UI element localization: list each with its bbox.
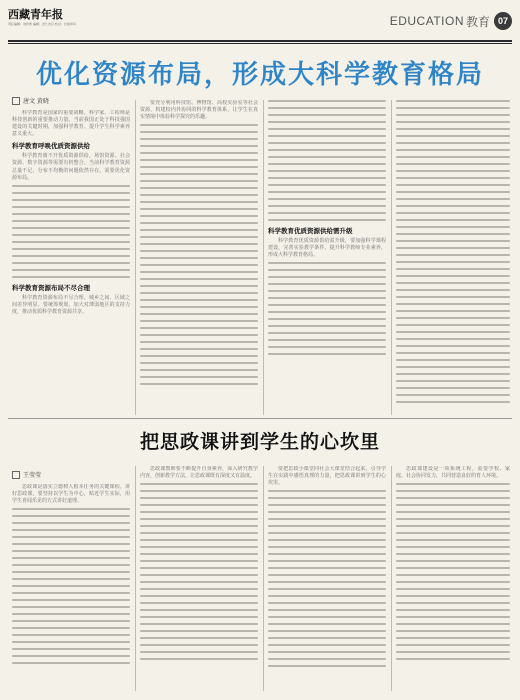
issue-info: 责任编辑：刘世寒 编辑：洪仁次旦 校对：甘措卓玛: [8, 22, 76, 26]
column-divider: [263, 100, 264, 415]
article1-headline: 优化资源布局，形成大科学教育格局: [35, 60, 484, 90]
newspaper-title: 西藏青年报: [8, 8, 63, 21]
article1-paragraph-2: 要充分利用科技馆、博物馆、高校实验室等社会资源，构建校内外协同的科学教育体系，让学生在真实情境中体验科学探究的乐趣。: [140, 100, 258, 121]
section-label-chinese: 教育: [465, 15, 490, 29]
article2-column-2: [140, 466, 258, 691]
page-number-badge: 07: [494, 12, 512, 30]
article1-body-lines-3: [268, 100, 386, 221]
article1-paragraph-3: 科学教育资源布局不尽合理，城乡之间、区域之间差异明显。要统筹规划，加大对薄弱地区的支持力度，推动优质科学教育资源共享。: [12, 294, 130, 315]
article1-subhead-2: 科学教育资源布局不尽合理: [12, 283, 90, 292]
article1-subhead-1: 科学教育呼唤优质资源供给: [12, 142, 90, 151]
article2-paragraph-2: 思政课教师要不断提升自身素养，深入研究教学内容，创新教学方法，让思政课既有深度又有温度。: [140, 466, 258, 480]
article1-paragraph-1: 科学教育离不开优质资源供给，场馆资源、社会资源、数字资源等需要有机整合。当前科学教育资源总量不足、分布不均衡的问题依然存在，需要优化资源布局。: [12, 153, 130, 181]
article1-body-lines-4: [268, 262, 386, 355]
article1-intro: 科学教育是国家的重要战略，科学家、工程师是科技创新的重要推动力量。当前我国正处于科技强国建设的关键时期，加强科学教育、提升学生科学素养意义重大。: [12, 110, 130, 138]
article2-paragraph-3: 要把思政小课堂同社会大课堂结合起来，引导学生在实践中感悟真理的力量，把思政课讲到学生的心坎里。: [268, 466, 386, 487]
article1-body-lines-2: [140, 124, 258, 385]
article1-author: 唐文 黄晓: [23, 98, 49, 105]
article2-column-1: [12, 484, 130, 689]
article2-body-lines-1: [12, 508, 130, 664]
article1-byline: [12, 96, 49, 105]
header-rule-thin: [8, 43, 512, 44]
article2-column-4: [396, 466, 510, 691]
byline-box-icon: [12, 97, 20, 105]
article1-paragraph-4: 科学教育优质资源供给需升级，要加强科学课程建设，完善实验教学条件，提升科学教师专业素养，形成大科学教育格局。: [268, 238, 386, 259]
article1-subhead-3: 科学教育优质资源供给需升级: [268, 227, 353, 235]
page-header: [8, 6, 512, 38]
article2-body-lines-4: [396, 483, 510, 660]
article1-column-3: [268, 100, 386, 415]
column-divider: [391, 466, 392, 691]
column-divider: [263, 466, 264, 691]
article1-column-2: [140, 100, 258, 415]
article2-paragraph-4: 思政课建设是一项系统工程，需要学校、家庭、社会协同发力，共同营造良好的育人环境。: [396, 466, 510, 480]
article2-paragraph-1: 思政课是落实立德树人根本任务的关键课程。讲好思政课，要坚持以学生为中心，贴近学生实际，用学生喜闻乐见的方式讲好道理。: [12, 484, 130, 505]
byline-box-icon: [12, 471, 20, 479]
article2-byline: [12, 470, 41, 479]
article-separator: [8, 418, 512, 419]
article2-body-lines-2: [140, 483, 258, 660]
column-divider: [135, 100, 136, 415]
article1-column-4: [396, 100, 510, 415]
article2-body-lines-3: [268, 490, 386, 667]
column-divider: [391, 100, 392, 415]
article1-body-lines: [12, 185, 130, 278]
header-rule-thick: [8, 40, 512, 42]
article1-column-1: [12, 110, 130, 415]
article1-body-lines-5: [396, 100, 510, 403]
article2-author: 王莹莹: [23, 472, 42, 479]
column-divider: [135, 466, 136, 691]
article2-headline: 把思政课讲到学生的心坎里: [139, 431, 380, 453]
section-label-english: EDUCATION: [389, 14, 464, 28]
article2-column-3: [268, 466, 386, 691]
